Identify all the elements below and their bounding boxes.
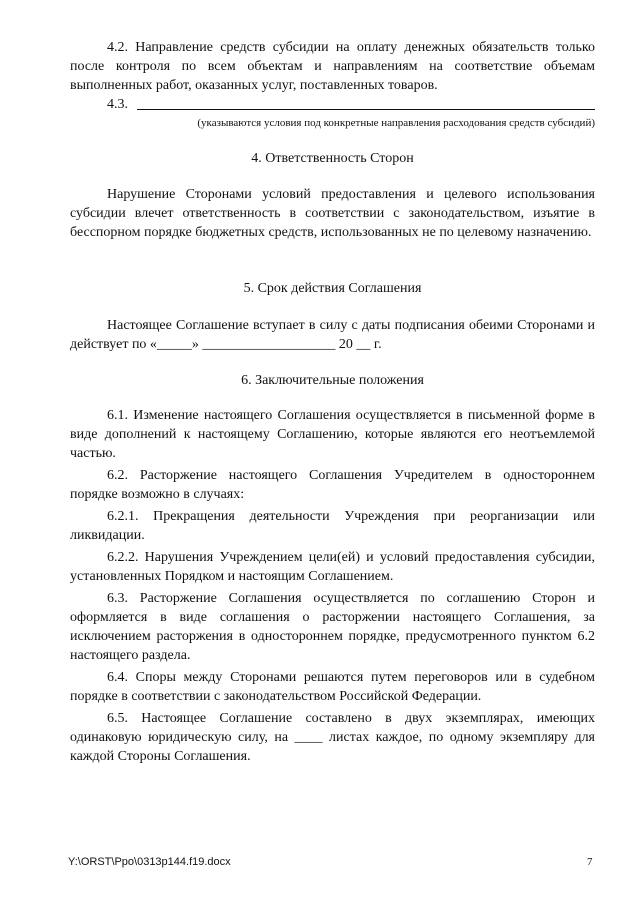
paragraph-6-1: 6.1. Изменение настоящего Соглашения осуществляется в письменной форме в виде дополнений к настоящему Соглашению, которые являются его неотъемлемой частью. <box>70 408 595 461</box>
footer-file-path: Y:\ORST\Ppo\0313p144.f19.docx <box>68 856 231 868</box>
paragraph-6-2-2: 6.2.2. Нарушения Учреждением цели(ей) и условий предоставления субсидии, установленных Порядком и настоящим Соглашением. <box>70 550 595 584</box>
section-6-title: 6. Заключительные положения <box>241 373 424 388</box>
section-4-body <box>70 185 595 245</box>
section-5-body <box>70 316 595 357</box>
paragraph-6-5: 6.5. Настоящее Соглашение составлено в двух экземплярах, имеющих одинаковую юридическую силу, на ____ листах каждое, по одному экземпляру для каждой Стороны Соглашения. <box>70 711 595 764</box>
paragraph-4-3-label: 4.3. <box>107 97 128 112</box>
paragraph-4-2 <box>70 38 595 98</box>
paragraph-4-3-hint: (указываются условия под конкретные направления расходования средств субсидий) <box>197 117 595 129</box>
paragraph-6-2: 6.2. Расторжение настоящего Соглашения Учредителем в одностороннем порядке возможно в случаях: <box>70 468 595 502</box>
section-6-body <box>70 406 595 769</box>
footer-page-number: 7 <box>587 856 593 868</box>
paragraph-4-3 <box>107 95 128 114</box>
paragraph-4-2-text: 4.2. Направление средств субсидии на оплату денежных обязательств только после контроля по всем объектам и направлениям на соответствие объемам выполненных работ, оказанных услуг, поставленных товаров. <box>70 40 595 93</box>
section-5-text: Настоящее Соглашение вступает в силу с даты подписания обеими Сторонами и действует по «_____» ___________________ 20 __ г. <box>70 318 595 352</box>
paragraph-4-3-blank-line <box>137 109 595 110</box>
section-4-text: Нарушение Сторонами условий предоставления и целевого использования субсидии влечет ответственность в соответствии с законодательством, изъятие в бесспорном порядке бюджетных средств, использованных не по целевому назначению. <box>70 187 595 240</box>
paragraph-6-2-1: 6.2.1. Прекращения деятельности Учреждения при реорганизации или ликвидации. <box>70 509 595 543</box>
section-4-title: 4. Ответственность Сторон <box>251 151 414 166</box>
paragraph-6-4: 6.4. Споры между Сторонами решаются путем переговоров или в судебном порядке в соответствии с законодательством Российской Федерации. <box>70 670 595 704</box>
section-5-title: 5. Срок действия Соглашения <box>243 281 422 296</box>
paragraph-6-3: 6.3. Расторжение Соглашения осуществляется по соглашению Сторон и оформляется в виде соглашения о расторжении настоящего Соглашения, за исключением расторжения в одностороннем порядке, предусмотренного пунктом 6.2 настоящего раздела. <box>70 591 595 663</box>
